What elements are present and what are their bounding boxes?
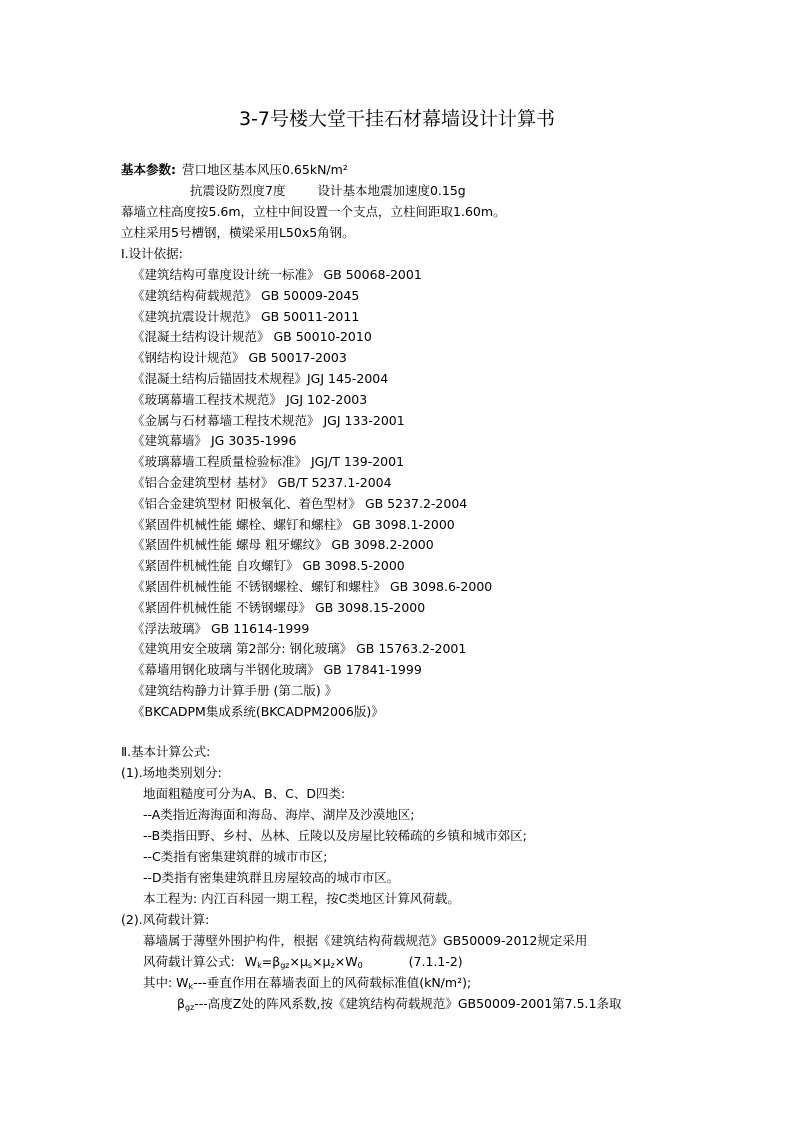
column-material-text: 立柱采用5号槽钢，横梁采用L50x5角钢。 <box>121 225 355 240</box>
reference-item: 《建筑结构可靠度设计统一标准》 GB 50068-2001 <box>132 267 422 282</box>
roughness-item-c: --C类指有密集建筑群的城市市区; <box>143 849 328 864</box>
wind-load-basis: 幕墙属于薄壁外围护构件，根据《建筑结构荷载规范》GB50009-2012规定采用 <box>143 933 588 948</box>
beta-gz-definition: $\beta_{gz}---$高度Z处的阵风系数,按《建筑结构荷载规范》GB50009-2001第7.5.1条取 <box>177 996 622 1012</box>
reference-item: 《BKCADPM集成系统(BKCADPM2006版)》 <box>132 703 384 719</box>
reference-item: 《紧固件机械性能 螺母 粗牙螺纹》 GB 3098.2-2000 <box>132 537 434 553</box>
reference-item: 《建筑抗震设计规范》 GB 50011-2011 <box>132 308 360 324</box>
section2-heading: Ⅱ.基本计算公式: <box>121 744 211 759</box>
roughness-item-a: --A类指近海海面和海岛、海岸、湖岸及沙漠地区; <box>143 807 415 822</box>
wind-load-formula-line <box>143 954 463 974</box>
document-title: 3-7号楼大堂干挂石材幕墙设计计算书 <box>238 108 556 130</box>
reference-item: 《钢结构设计规范》 GB 50017-2003 <box>132 350 347 366</box>
seismic-acceleration-text: 设计基本地震加速度0.15g <box>317 183 466 198</box>
wind-pressure-text: 营口地区基本风压0.65kN/m² <box>182 162 348 177</box>
reference-item: 《建筑结构荷载规范》 GB 50009-2045 <box>132 287 360 303</box>
reference-item: 《紧固件机械性能 螺栓、螺钉和螺柱》 GB 3098.1-2000 <box>132 516 455 532</box>
reference-item: 《紧固件机械性能 不锈钢螺栓、螺钉和螺柱》 GB 3098.6-2000 <box>132 579 493 594</box>
wind-load-heading: (2).风荷载计算: <box>121 912 210 927</box>
basic-params-line1 <box>121 162 348 178</box>
basic-params-line2 <box>190 183 466 199</box>
reference-item: 《建筑结构静力计算手册 (第二版) 》 <box>132 683 338 698</box>
reference-item: 《铝合金建筑型材 基材》 GB/T 5237.1-2004 <box>132 475 392 490</box>
reference-item: 《混凝土结构后锚固技术规程》JGJ 145-2004 <box>132 371 389 386</box>
reference-item: 《建筑幕墙》 JG 3035-1996 <box>132 433 297 449</box>
reference-item: 《金属与石材幕墙工程技术规范》 JGJ 133-2001 <box>132 412 405 428</box>
reference-item: 《铝合金建筑型材 阳极氧化、着色型材》 GB 5237.2-2004 <box>132 495 468 511</box>
site-category-heading: (1).场地类别划分: <box>121 765 222 780</box>
reference-item: 《玻璃幕墙工程质量检验标准》 JGJ/T 139-2001 <box>132 454 405 470</box>
wk-definition: 其中: $W_k---$垂直作用在幕墙表面上的风荷载标准值(kN/m²); <box>143 975 472 991</box>
roughness-item-b: --B类指田野、乡村、丛林、丘陵以及房屋比较稀疏的乡镇和城市郊区; <box>143 828 527 843</box>
reference-item: 《紧固件机械性能 自攻螺钉》 GB 3098.5-2000 <box>132 558 405 574</box>
reference-item: 《建筑用安全玻璃 第2部分: 钢化玻璃》 GB 15763.2-2001 <box>132 641 467 657</box>
reference-item: 《混凝土结构设计规范》 GB 50010-2010 <box>132 329 372 345</box>
formula-number: (7.1.1-2) <box>408 954 463 969</box>
wind-load-formula: $W_k=\beta_{gz}\times\mu_s\times\mu_z\times W_0$ <box>244 954 363 970</box>
column-height-text: 幕墙立柱高度按5.6m，立柱中间设置一个支点，立柱间距取1.60m。 <box>121 204 506 219</box>
project-note: 本工程为: 内江百科园一期工程，按C类地区计算风荷载。 <box>143 891 460 906</box>
reference-item: 《玻璃幕墙工程技术规范》 JGJ 102-2003 <box>132 391 368 407</box>
reference-item: 《浮法玻璃》 GB 11614-1999 <box>132 620 310 636</box>
formula-label: 风荷载计算公式: <box>143 954 235 969</box>
reference-item: 《幕墙用钢化玻璃与半钢化玻璃》 GB 17841-1999 <box>132 662 422 678</box>
reference-item: 《紧固件机械性能 不锈钢螺母》 GB 3098.15-2000 <box>132 599 426 615</box>
roughness-intro: 地面粗糙度可分为A、B、C、D四类: <box>143 786 346 801</box>
section1-heading: Ⅰ.设计依据: <box>121 246 183 261</box>
basic-params-label: 基本参数: <box>121 162 176 177</box>
seismic-intensity-text: 抗震设防烈度7度 <box>190 183 286 198</box>
roughness-item-d: --D类指有密集建筑群且房屋较高的城市市区。 <box>143 870 400 885</box>
